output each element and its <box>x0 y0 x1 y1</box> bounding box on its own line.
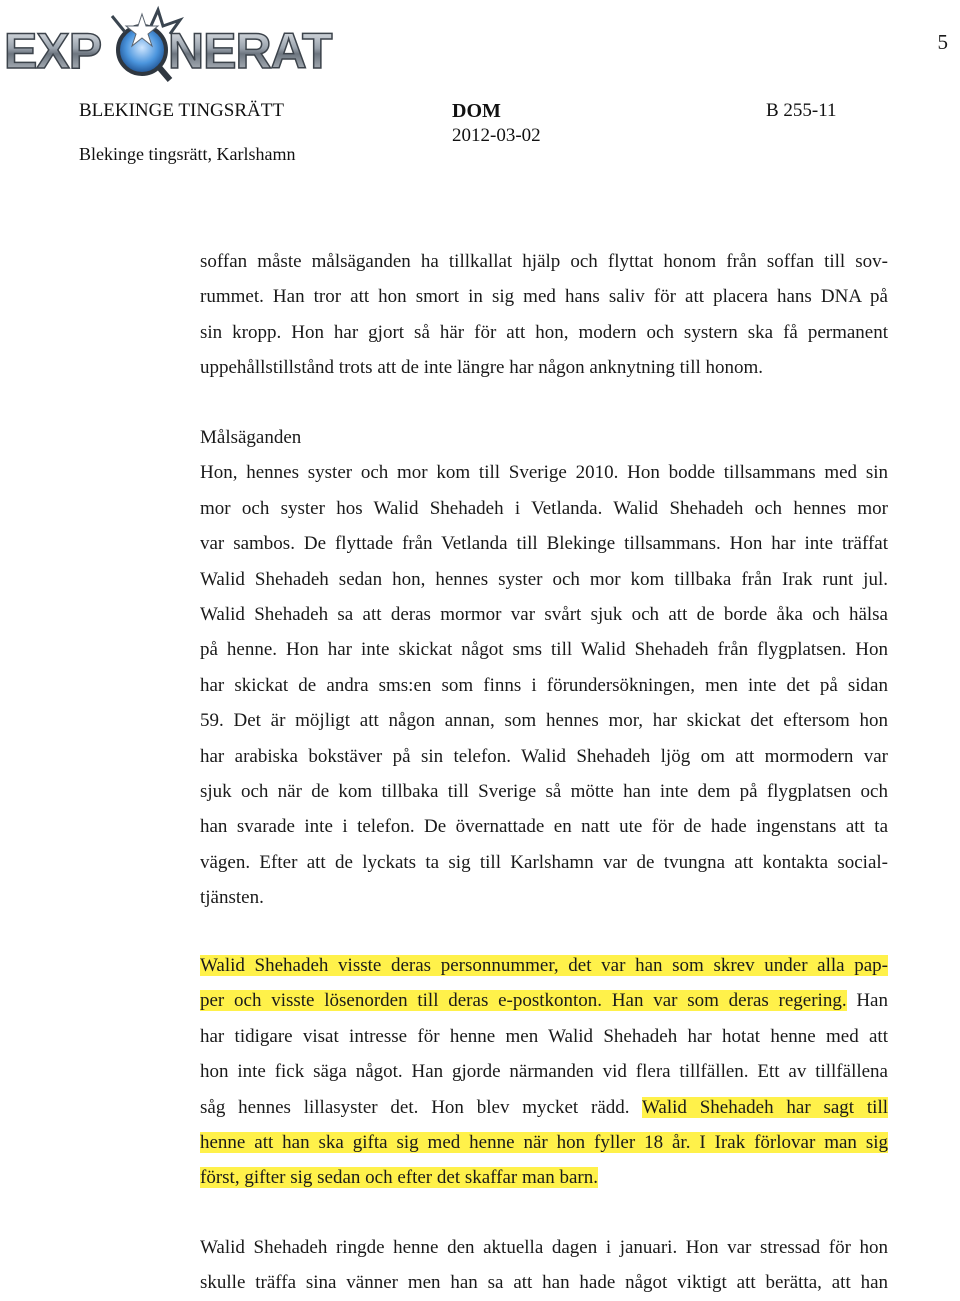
court-name: BLEKINGE TINGSRÄTT <box>79 100 284 121</box>
court-location: Blekinge tingsrätt, Karlshamn <box>79 144 296 164</box>
text-line: soffan måste målsäganden ha tillkallat hjälp och flyttat honom från soffan till sov- <box>200 251 888 272</box>
text-line: sin kropp. Hon har gjort så här för att hon, modern och systern ska få permanent <box>200 321 888 343</box>
exponerat-logo <box>0 4 332 90</box>
text-line: vägen. Efter att de lyckats ta sig till Karlshamn var de tvungna att kontakta social- <box>200 851 888 873</box>
text-line <box>200 1125 888 1160</box>
page-number: 5 <box>937 30 948 54</box>
highlighted-text: Walid Shehadeh har sagt till <box>641 1096 888 1118</box>
paragraph-2 <box>200 420 888 915</box>
text-line: Hon, hennes syster och mor kom till Sverige 2010. Hon bodde tillsammans med sin <box>200 462 888 484</box>
text-line: hon inte fick säga något. Han gjorde närmanden vid flera tillfällen. Ett av tillfällena <box>200 1061 888 1083</box>
text-span: såg hennes lillasyster det. Hon blev mycket rädd. <box>200 1096 642 1118</box>
highlighted-text: Walid Shehadeh visste deras personnummer, det var han som skrev under alla pap- <box>200 955 888 976</box>
text-line: har skickat de andra sms:en som finns i förundersökningen, men inte det på sidan <box>200 674 888 696</box>
svg-text:NERAT: NERAT <box>168 23 332 79</box>
text-span: Han <box>846 990 888 1012</box>
highlighted-text: per och visste lösenorden till deras e-postkonton. Han var som deras regering. <box>200 990 847 1012</box>
paragraph-1 <box>200 244 888 386</box>
text-line <box>200 948 888 983</box>
text-line: uppehållstillstånd trots att de inte längre har någon anknytning till honom. <box>200 357 764 379</box>
text-line: tjänsten. <box>200 887 264 909</box>
text-line: Walid Shehadeh sedan hon, hennes syster och mor kom tillbaka från Irak runt jul. <box>200 568 888 590</box>
paragraph-3 <box>200 948 888 1196</box>
document-date: 2012-03-02 <box>452 125 541 146</box>
text-line <box>200 983 888 1018</box>
text-line: Walid Shehadeh sa att deras mormor var svårt sjuk och att de borde åka och hälsa <box>200 603 888 625</box>
section-heading: Målsäganden <box>200 427 302 448</box>
text-line: har arabiska bokstäver på sin telefon. Walid Shehadeh ljög om att mormodern var <box>200 745 888 767</box>
text-line: han svarade inte i telefon. De övernattade en natt ute för de hade ingenstans att ta <box>200 816 888 838</box>
text-line <box>200 1160 888 1195</box>
highlighted-text: först, gifter sig sedan och efter det skaffar man barn. <box>200 1167 598 1189</box>
text-line: sjuk och när de kom tillbaka till Sverige så mötte han inte dem på flygplatsen och <box>200 780 888 802</box>
text-line: mor och syster hos Walid Shehadeh i Vetlanda. Walid Shehadeh och hennes mor <box>200 497 888 519</box>
text-line: har tidigare visat intresse för henne men Walid Shehadeh har hotat henne med att <box>200 1025 888 1047</box>
text-line: var sambos. De flyttade från Vetlanda till Blekinge tillsammans. Hon har inte träffat <box>200 533 888 555</box>
text-line: 59. Det är möjligt att någon annan, som hennes mor, har skickat det eftersom hon <box>200 710 888 732</box>
text-line: rummet. Han tror att hon smort in sig med hans saliv för att placera hans DNA på <box>200 286 888 308</box>
document-type: DOM <box>452 100 501 122</box>
text-line <box>200 1090 888 1125</box>
text-line: skulle träffa sina vänner men han sa att han hade något viktigt att berätta, att han <box>200 1272 888 1294</box>
svg-text:EXP: EXP <box>4 23 102 79</box>
text-line: på henne. Hon har inte skickat något sms till Walid Shehadeh från flygplatsen. Hon <box>200 639 888 661</box>
paragraph-4 <box>200 1230 888 1301</box>
text-line: Walid Shehadeh ringde henne den aktuella dagen i januari. Hon var stressad för hon <box>200 1237 888 1258</box>
highlighted-text: henne att han ska gifta sig med henne när hon fyller 18 år. I Irak förlovar man sig <box>200 1131 888 1153</box>
case-number: B 255-11 <box>766 100 837 121</box>
